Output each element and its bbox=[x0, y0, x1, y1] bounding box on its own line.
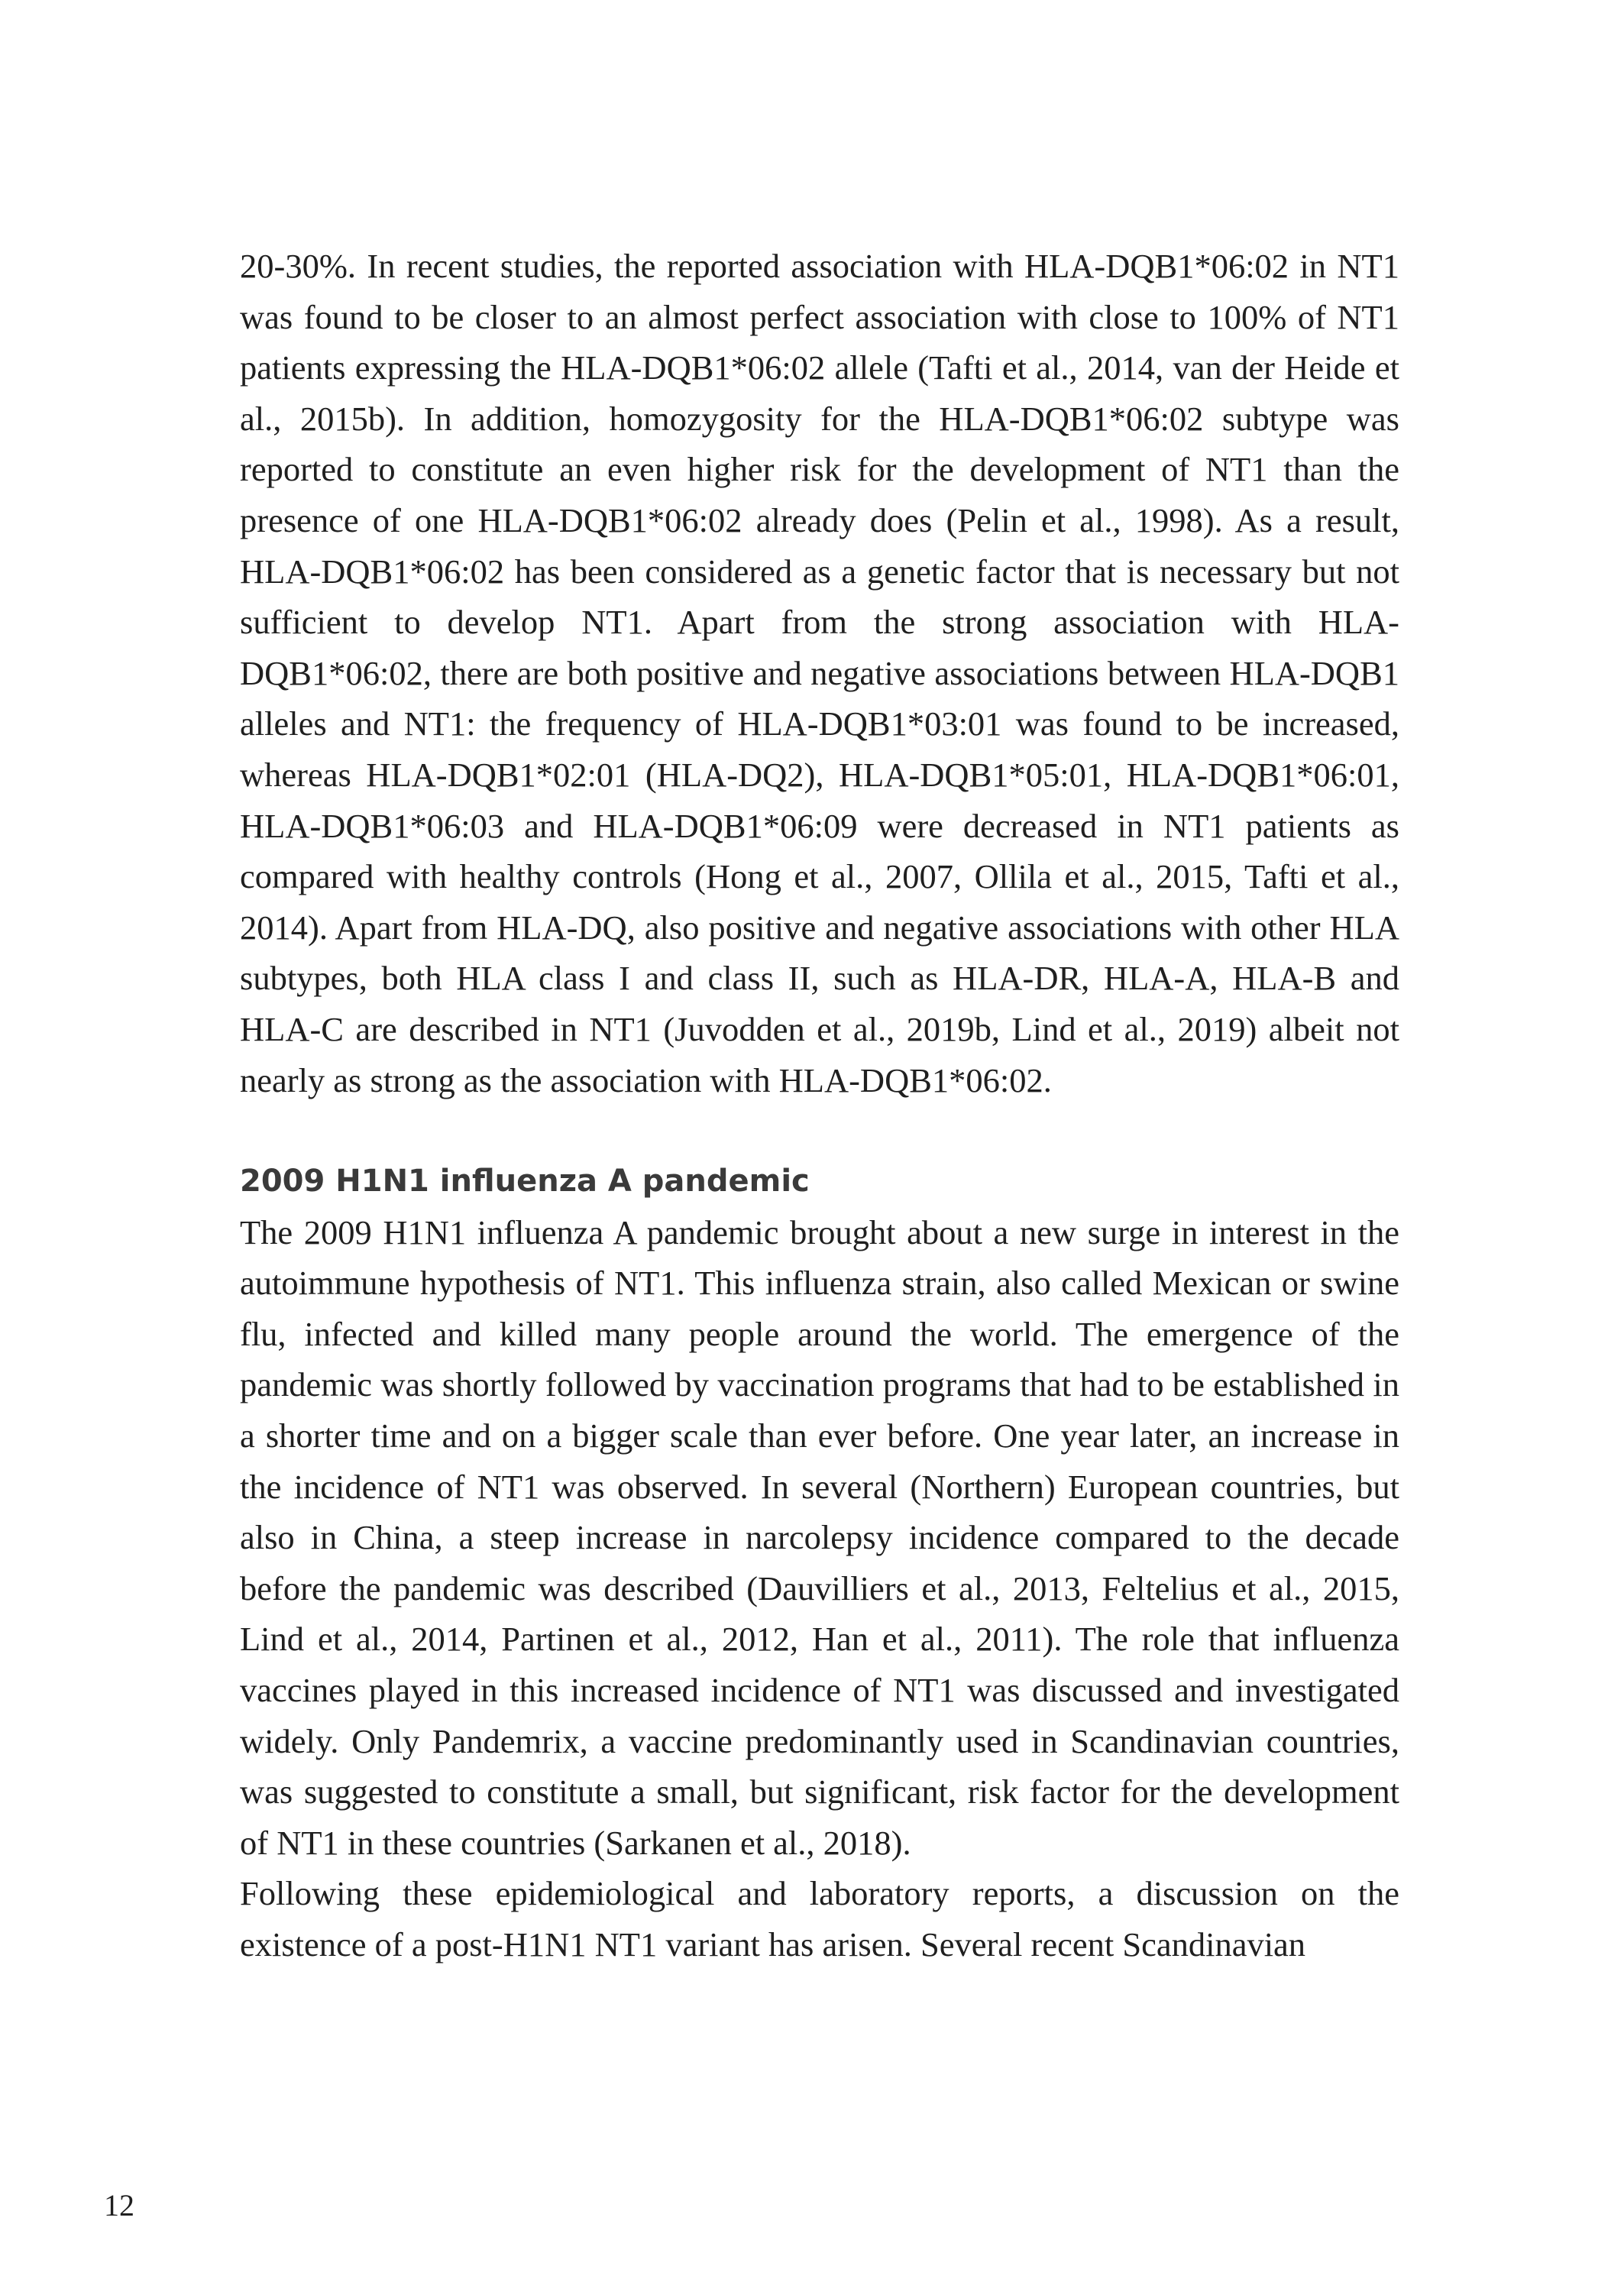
paragraph-post-h1n1: Following these epidemiological and laboratory reports, a discussion on the existence of a post-H1N1 NT1 variant has arisen. Several recent Scandinavian bbox=[240, 1874, 1399, 1963]
paragraph-pandemic: The 2009 H1N1 influenza A pandemic brought about a new surge in interest in the autoimmune hypothesis of NT1. This influenza strain, also called Mexican or swine flu, infected and killed many people around the world. The emergence of the pandemic was shortly followed by vaccination programs that had to be established in a shorter time and on a bigger scale than ever before. One year later, an increase in the incidence of NT1 was observed. In several (Northern) European countries, but also in China, a steep increase in narcolepsy incidence compared to the decade before the pandemic was described (Dauvilliers et al., 2013, Feltelius et al., 2015, Lind et al., 2014, Partinen et al., 2012, Han et al., 2011). The role that influenza vaccines played in this increased incidence of NT1 was discussed and investigated widely. Only Pandemrix, a vaccine predominantly used in Scandinavian countries, was suggested to constitute a small, but significant, risk factor for the development of NT1 in these countries (Sarkanen et al., 2018). bbox=[240, 1212, 1399, 1862]
page-number: 12 bbox=[104, 2188, 134, 2222]
body-text bbox=[240, 241, 1399, 1970]
section-heading: 2009 H1N1 influenza A pandemic bbox=[240, 1164, 810, 1199]
paragraph-hla-association: 20-30%. In recent studies, the reported association with HLA-DQB1*06:02 in NT1 was found to be closer to an almost perfect association with close to 100% of NT1 patients expressing the HLA-DQB1*06:02 allele (Tafti et al., 2014, van der Heide et al., 2015b). In addition, homozygosity for the HLA-DQB1*06:02 subtype was reported to constitute an even higher risk for the development of NT1 than the presence of one HLA-DQB1*06:02 already does (Pelin et al., 1998). As a result, HLA-DQB1*06:02 has been considered as a genetic factor that is necessary but not sufficient to develop NT1. Apart from the strong association with HLA- DQB1*06:02, there are both positive and negative associations between HLA-DQB1 alleles and NT1: the frequency of HLA-DQB1*03:01 was found to be increased, whereas HLA-DQB1*02:01 (HLA-DQ2), HLA-DQB1*05:01, HLA-DQB1*06:01, HLA-DQB1*06:03 and HLA-DQB1*06:09 were decreased in NT1 patients as compared with healthy controls (Hong et al., 2007, Ollila et al., 2015, Tafti et al., 2014). Apart from HLA-DQ, also positive and negative associations with other HLA subtypes, both HLA class I and class II, such as HLA-DR, HLA-A, HLA-B and HLA-C are described in NT1 (Juvodden et al., 2019b, Lind et al., 2019) albeit not nearly as strong as the association with HLA-DQB1*06:02. bbox=[240, 247, 1399, 1099]
